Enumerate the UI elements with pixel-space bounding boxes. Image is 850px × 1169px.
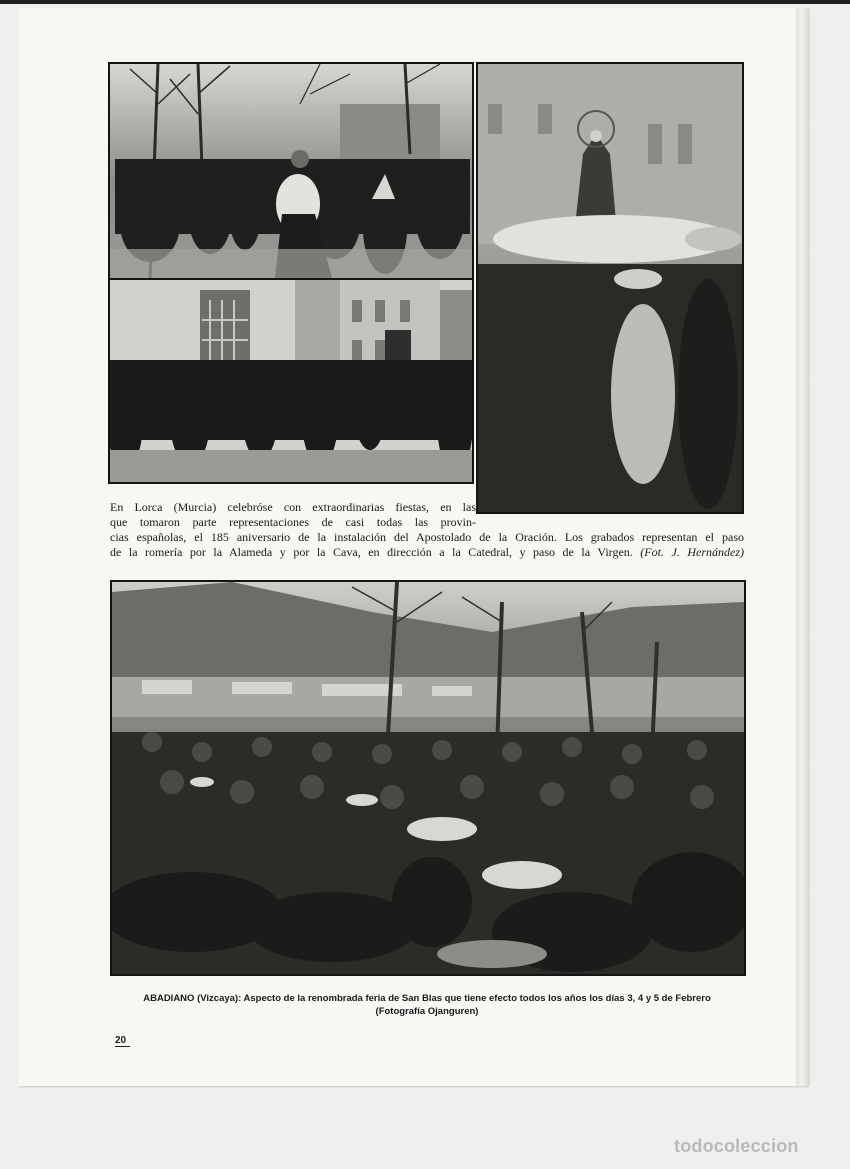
cava-procession-photo <box>108 278 474 484</box>
page-binding-edge <box>796 8 810 1086</box>
caption-line-2: que tomaron parte representaciones de casi todas las provin- <box>110 515 476 529</box>
page-number: 20 <box>115 1036 130 1047</box>
photo-credit: (Fot. J. Hernández) <box>640 545 744 559</box>
feria-san-blas-photo <box>110 580 746 976</box>
caption-line-1: En Lorca (Murcia) celebróse con extraordinarias fiestas, en las <box>110 500 476 514</box>
feria-caption: ABADIANO (Vizcaya): Aspecto de la renombrada feria de San Blas que tiene efecto todos los años los días 3, 4 y 5 de Febrero <box>143 993 711 1004</box>
scan-edge <box>0 0 850 4</box>
alameda-procession-photo <box>108 62 474 280</box>
caption-line-4-text: de la romería por la Alameda y por la Cava, en dirección a la Catedral, y paso de la Virgen. <box>110 545 633 559</box>
caption-line-3: cias españolas, el 185 aniversario de la instalación del Apostolado de la Oración. Los grabados representan el paso <box>110 530 744 544</box>
virgin-paso-photo <box>476 62 744 514</box>
watermark: todocoleccion <box>674 1136 799 1156</box>
feria-photo-credit: (Fotografía Ojanguren) <box>375 1006 479 1017</box>
caption-line-4 <box>110 544 744 560</box>
